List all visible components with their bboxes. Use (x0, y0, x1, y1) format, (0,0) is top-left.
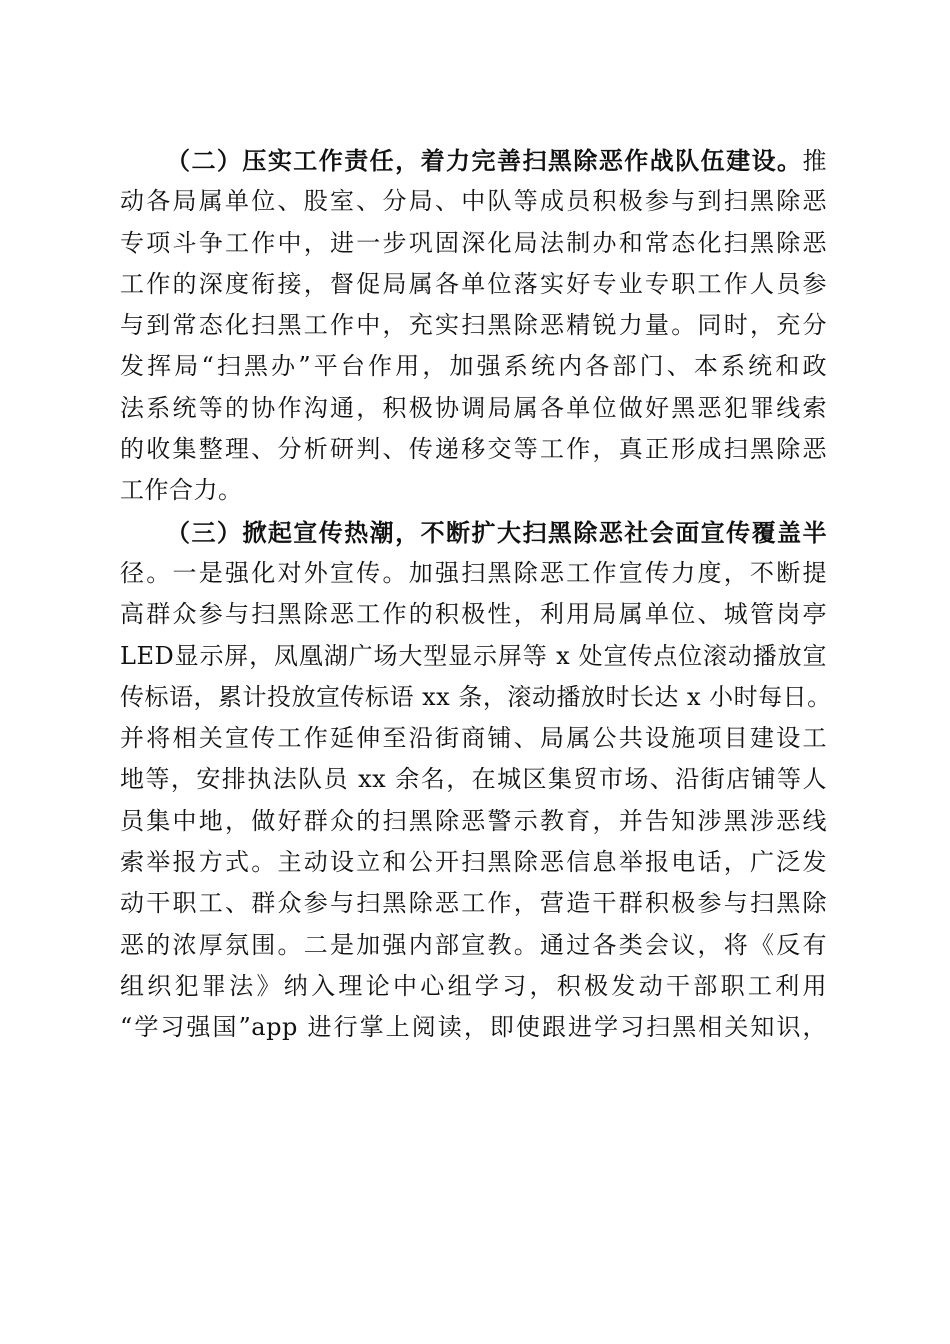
paragraph-3 (120, 512, 832, 1049)
paragraph-line: 与到常态化扫黑工作中，充实扫黑除恶精锐力量。同时，充分 (120, 311, 827, 340)
paragraph-line: 传标语，累计投放宣传标语 xx 条，滚动播放时长达 x 小时每日。 (120, 682, 832, 711)
paragraph-line: 发挥局“扫黑办”平台作用，加强系统内各部门、本系统和政 (120, 352, 827, 381)
paragraph-line: 员集中地，做好群众的扫黑除恶警示教育，并告知涉黑涉恶线 (120, 806, 827, 835)
paragraph-line: 工作合力。 (120, 476, 243, 505)
section-heading: （二）压实工作责任，着力完善扫黑除恶作战队伍建设。 (166, 146, 803, 175)
paragraph-line: “学习强国”app 进行掌上阅读，即使跟进学习扫黑相关知识， (120, 1013, 827, 1042)
paragraph-line: 恶的浓厚氛围。二是加强内部宣教。通过各类会议，将《反有 (120, 930, 827, 959)
paragraph-line: 法系统等的协作沟通，积极协调局属各单位做好黑恶犯罪线索 (120, 393, 827, 422)
paragraph-line: 高群众参与扫黑除恶工作的积极性，利用局属单位、城管岗亭 (120, 600, 827, 629)
paragraph-line (120, 140, 827, 181)
paragraph-line: 地等，安排执法队员 xx 余名，在城区集贸市场、沿街店铺等人 (120, 765, 827, 794)
paragraph-line: 的收集整理、分析研判、传递移交等工作，真正形成扫黑除恶 (120, 435, 827, 464)
paragraph-2 (120, 140, 827, 512)
paragraph-line: 动干职工、群众参与扫黑除恶工作，营造干群积极参与扫黑除 (120, 889, 827, 918)
paragraph-line: 组织犯罪法》纳入理论中心组学习，积极发动干部职工利用 (120, 971, 827, 1000)
paragraph-line: 动各局属单位、股室、分局、中队等成员积极参与到扫黑除恶 (120, 187, 827, 216)
paragraph-line: LED显示屏，凤凰湖广场大型显示屏等 x 处宣传点位滚动播放宣 (120, 641, 827, 670)
paragraph-line: 并将相关宣传工作延伸至沿街商铺、局属公共设施项目建设工 (120, 724, 827, 753)
paragraph-line: 径。一是强化对外宣传。加强扫黑除恶工作宣传力度，不断提 (120, 558, 827, 587)
heading-continuation: 推 (802, 147, 827, 175)
paragraph-line: 索举报方式。主动设立和公开扫黑除恶信息举报电话，广泛发 (120, 848, 827, 877)
paragraph-line (120, 512, 827, 553)
section-heading: （三）掀起宣传热潮，不断扩大扫黑除恶社会面宣传覆盖半 (166, 517, 827, 547)
paragraph-line: 专项斗争工作中，进一步巩固深化局法制办和常态化扫黑除恶 (120, 228, 827, 257)
paragraph-line: 工作的深度衔接，督促局属各单位落实好专业专职工作人员参 (120, 269, 827, 298)
document-page (120, 140, 832, 1049)
